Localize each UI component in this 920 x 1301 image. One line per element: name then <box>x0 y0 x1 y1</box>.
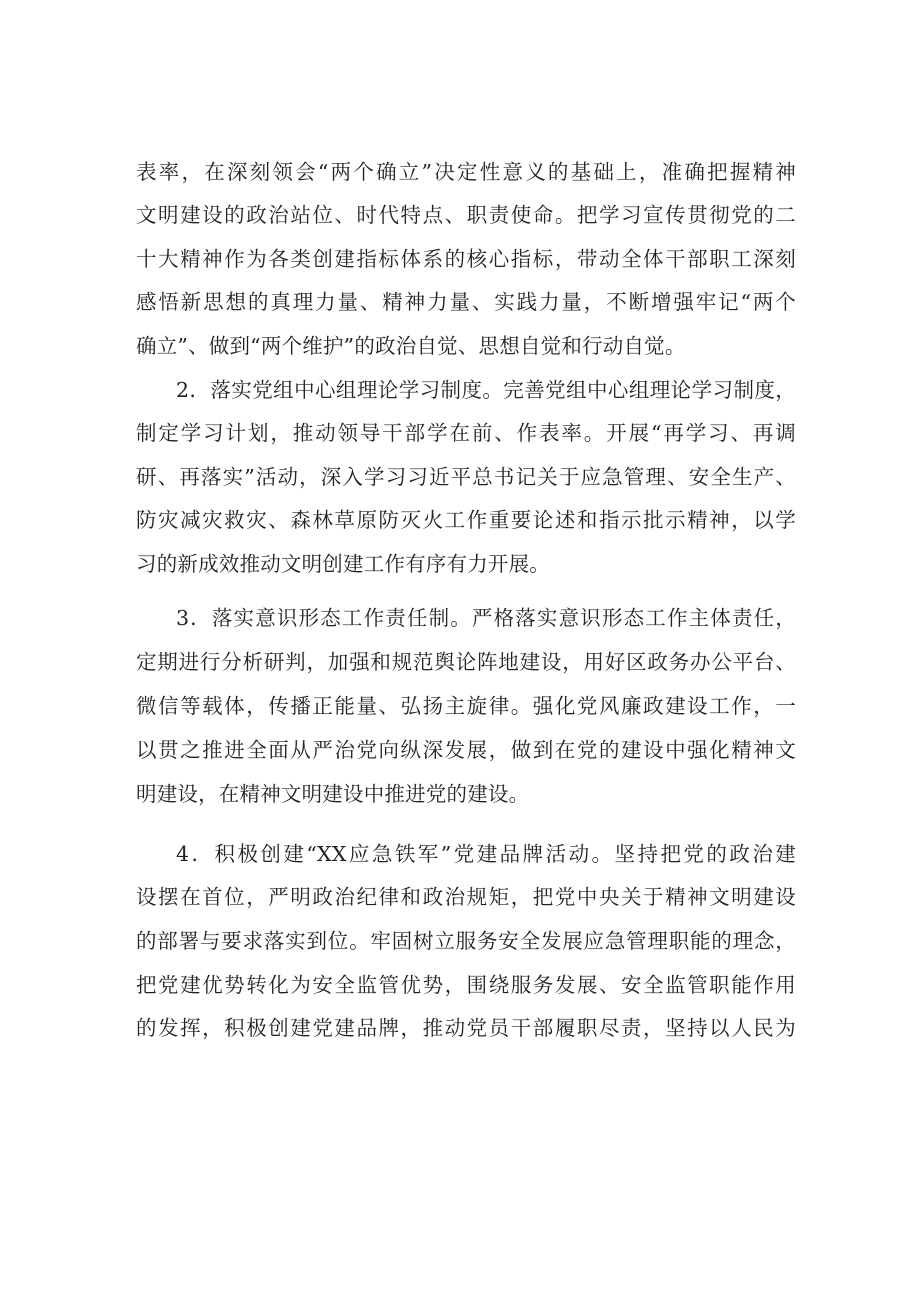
text-line: 文明建设的政治站位、时代特点、职责使命。把学习宣传贯彻党的二 <box>136 203 796 227</box>
text-line: 把党建优势转化为安全监管优势，围绕服务发展、安全监管职能作用 <box>136 973 796 997</box>
text-line: 十大精神作为各类创建指标体系的核心指标，带动全体干部职工深刻 <box>136 247 796 271</box>
paragraph-heading-line: 2．落实党组中心组理论学习制度。完善党组中心组理论学习制度， <box>176 378 796 402</box>
text-line: 的部署与要求落实到位。牢固树立服务安全发展应急管理职能的理念， <box>136 929 796 953</box>
paragraph-heading-line: 3．落实意识形态工作责任制。严格落实意识形态工作主体责任， <box>176 606 796 630</box>
text-line: 确立”、做到“两个维护”的政治自觉、思想自觉和行动自觉。 <box>136 334 686 358</box>
text-line: 制定学习计划，推动领导干部学在前、作表率。开展“再学习、再调 <box>136 421 796 445</box>
text-line: 设摆在首位，严明政治纪律和政治规矩，把党中央关于精神文明建设 <box>136 885 796 909</box>
text-line: 表率，在深刻领会“两个确立”决定性意义的基础上，准确把握精神 <box>136 160 796 184</box>
text-line: 感悟新思想的真理力量、精神力量、实践力量，不断增强牢记“两个 <box>136 290 796 314</box>
paragraph-heading-line: 4．积极创建“XX应急铁军”党建品牌活动。坚持把党的政治建 <box>176 842 796 866</box>
text-line: 的发挥，积极创建党建品牌，推动党员干部履职尽责，坚持以人民为 <box>136 1016 796 1040</box>
text-line: 研、再落实”活动，深入学习习近平总书记关于应急管理、安全生产、 <box>136 465 796 489</box>
text-line: 防灾减灾救灾、森林草原防灭火工作重要论述和指示批示精神，以学 <box>136 508 796 532</box>
text-line: 习的新成效推动文明创建工作有序有力开展。 <box>136 552 550 576</box>
text-line: 明建设，在精神文明建设中推进党的建设。 <box>136 782 530 806</box>
text-line: 以贯之推进全面从严治党向纵深发展，做到在党的建设中强化精神文 <box>136 738 796 762</box>
text-line: 定期进行分析研判，加强和规范舆论阵地建设，用好区政务办公平台、 <box>136 650 796 674</box>
text-line: 微信等载体，传播正能量、弘扬主旋律。强化党风廉政建设工作，一 <box>136 694 796 718</box>
